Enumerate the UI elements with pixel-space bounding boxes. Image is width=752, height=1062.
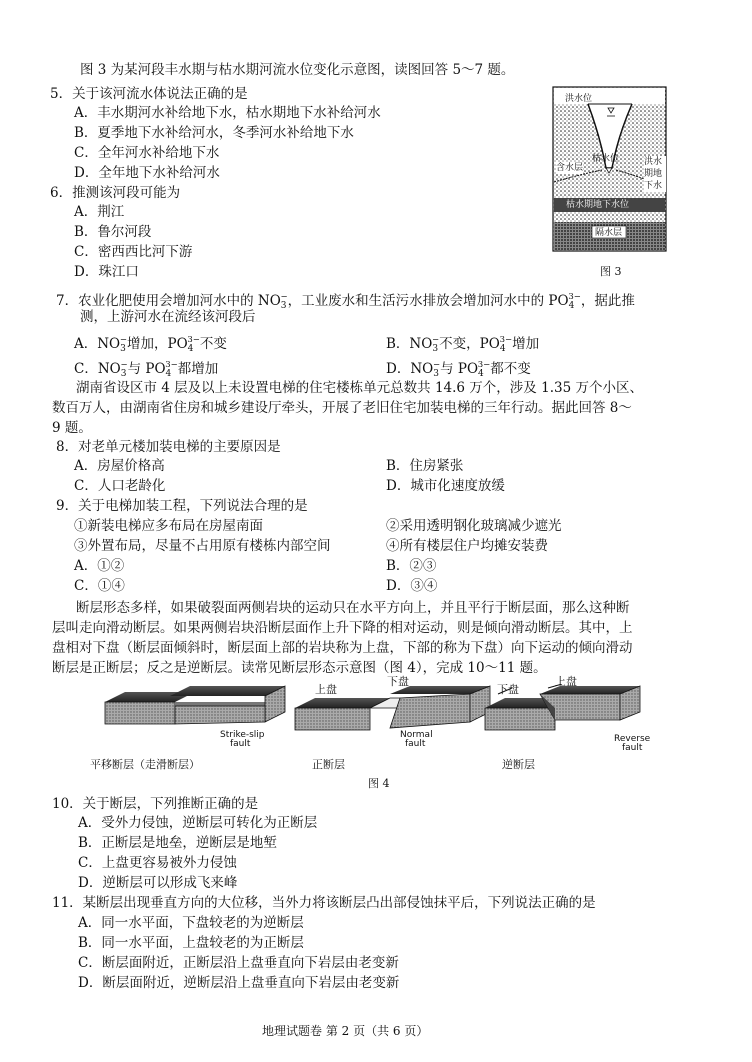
question-8-stem: 8．对老单元楼加装电梯的主要原因是 <box>56 439 281 455</box>
fig3-dry-groundwater-label: 枯水期地下水位 <box>566 200 630 210</box>
fig4-normal-foot-label: 下盘 <box>387 675 409 688</box>
question-10-option-c: C．上盘更容易被外力侵蚀 <box>78 855 237 871</box>
fig3-flood-groundwater-label: 洪水期地下水 <box>644 156 666 192</box>
intro-elevator-line3: 9 题。 <box>52 420 92 436</box>
question-7-option-d: D．$NO_3^-$与 $PO_4^{3-}$都不变 <box>386 360 531 379</box>
figure-4-fault-diagrams <box>100 684 700 754</box>
fig4-reverse-en-2: fault <box>622 743 643 753</box>
fig4-strike-slip-cn: 平移断层（走滑断层） <box>90 758 200 771</box>
question-9-option-c: C．①④ <box>74 578 125 594</box>
question-6-option-c: C．密西西比河下游 <box>74 244 193 260</box>
intro-elevator-line2: 数百万人，由湖南省住房和城乡建设厅牵头，开展了老旧住宅加装电梯的三年行动。据此回答 8～ <box>52 400 632 416</box>
intro-fault-line3: 盘相对下盘（断层面倾斜时，断层面上部的岩块称为上盘，下部的称为下盘）向下运动的倾向滑动 <box>52 640 633 656</box>
question-11-option-d: D．断层面附近，逆断层沿上盘垂直向下岩层由老变新 <box>78 975 400 991</box>
question-7-option-b: B．$NO_3^-$不变，$PO_4^{3-}$增加 <box>386 335 540 354</box>
fig3-aquifer-label: 含水层 <box>556 163 584 173</box>
question-11-option-c: C．断层面附近，正断层沿上盘垂直向下岩层由老变新 <box>78 955 399 971</box>
question-7-option-a: A．$NO_3^-$增加，$PO_4^{3-}$不变 <box>74 335 227 354</box>
question-5-option-d: D．全年地下水补给河水 <box>74 165 220 181</box>
question-8-option-b: B．住房紧张 <box>386 458 464 474</box>
question-6-option-a: A．荆江 <box>74 204 125 220</box>
question-10-stem: 10．关于断层，下列推断正确的是 <box>52 796 259 812</box>
fig3-dry-level-label: 枯水位 <box>592 154 620 164</box>
fig3-flood-level-label: 洪水位 <box>565 94 593 104</box>
question-5-option-a: A．丰水期河水补给地下水，枯水期地下水补给河水 <box>74 105 381 121</box>
intro-elevator-line1: 湖南省设区市 4 层及以上未设置电梯的住宅楼栋单元总数共 14.6 万个，涉及 1.35 万个小区、 <box>76 380 643 396</box>
question-9-statement-4: ④所有楼层住户均摊安装费 <box>386 538 548 554</box>
question-6-option-d: D．珠江口 <box>74 264 139 280</box>
strike-slip-block <box>105 686 285 724</box>
fig4-strike-slip-en-1: Strike-slip <box>220 730 265 740</box>
fig4-reverse-cn: 逆断层 <box>502 758 535 771</box>
question-11-option-a: A．同一水平面，下盘较老的为逆断层 <box>78 915 304 931</box>
question-10-option-a: A．受外力侵蚀，逆断层可转化为正断层 <box>78 815 318 831</box>
fig3-caption: 图 3 <box>600 265 622 278</box>
question-9-option-a: A．①② <box>74 558 125 574</box>
question-8-option-a: A．房屋价格高 <box>74 458 165 474</box>
fig4-normal-hanging-label: 上盘 <box>315 683 337 696</box>
question-10-option-b: B．正断层是地垒，逆断层是地堑 <box>78 835 277 851</box>
question-5-option-b: B．夏季地下水补给河水，冬季河水补给地下水 <box>74 125 354 141</box>
question-9-option-b: B．②③ <box>386 558 437 574</box>
fig3-aquiclude-label: 隔水层 <box>595 228 623 238</box>
question-7-stem-line1: 7．农业化肥使用会增加河水中的 $NO_3^-$，工业废水和生活污水排放会增加河水中的 $PO_4^{3-}$，据此推 <box>56 292 635 311</box>
question-9-option-d: D．③④ <box>386 578 438 594</box>
question-11-option-b: B．同一水平面，上盘较老的为正断层 <box>78 935 304 951</box>
fig4-normal-cn: 正断层 <box>312 758 345 771</box>
question-7-stem-line2: 测，上游河水在流经该河段后 <box>80 309 256 325</box>
question-9-statement-2: ②采用透明钢化玻璃减少遮光 <box>386 518 562 534</box>
fig4-normal-en-1: Normal <box>400 730 433 740</box>
page-footer: 地理试题卷 第 2 页（共 6 页） <box>262 1024 429 1038</box>
question-7-option-c: C．$NO_3^-$与 $PO_4^{3-}$都增加 <box>74 360 219 379</box>
question-9-statement-3: ③外置布局，尽量不占用原有楼栋内部空间 <box>74 538 331 554</box>
question-6-stem: 6．推测该河段可能为 <box>50 185 181 201</box>
question-9-statement-1: ①新装电梯应多布局在房屋南面 <box>74 518 263 534</box>
intro-fault-line4: 断层是正断层；反之是逆断层。读常见断层形态示意图（图 4），完成 10～11 题。 <box>52 660 547 676</box>
intro-fault-line1: 断层形态多样，如果破裂面两侧岩块的运动只在水平方向上，并且平行于断层面，那么这种断 <box>76 600 630 616</box>
fig4-strike-slip-en-2: fault <box>230 739 251 749</box>
question-6-option-b: B．鲁尔河段 <box>74 224 152 240</box>
question-9-stem: 9．关于电梯加装工程，下列说法合理的是 <box>56 498 308 514</box>
question-5-stem: 5．关于该河流水体说法正确的是 <box>50 86 248 102</box>
fig4-reverse-en-1: Reverse <box>614 734 651 744</box>
intro-fig3: 图 3 为某河段丰水期与枯水期河流水位变化示意图，读图回答 5～7 题。 <box>80 62 515 78</box>
question-8-option-d: D．城市化速度放缓 <box>386 478 505 494</box>
fig4-caption: 图 4 <box>368 777 390 790</box>
question-5-option-c: C．全年河水补给地下水 <box>74 145 220 161</box>
fig4-reverse-foot-label: 下盘 <box>497 683 519 696</box>
fig4-reverse-hanging-label: 上盘 <box>555 675 577 688</box>
question-10-option-d: D．逆断层可以形成飞来峰 <box>78 875 238 891</box>
question-8-option-c: C．人口老龄化 <box>74 478 166 494</box>
fig4-normal-en-2: fault <box>405 739 426 749</box>
question-11-stem: 11．某断层出现垂直方向的大位移，当外力将该断层凸出部侵蚀抹平后，下列说法正确的是 <box>52 895 596 911</box>
intro-fault-line2: 层叫走向滑动断层。如果两侧岩块沿断层面作上升下降的相对运动，则是倾向滑动断层。其中，上 <box>52 620 633 636</box>
